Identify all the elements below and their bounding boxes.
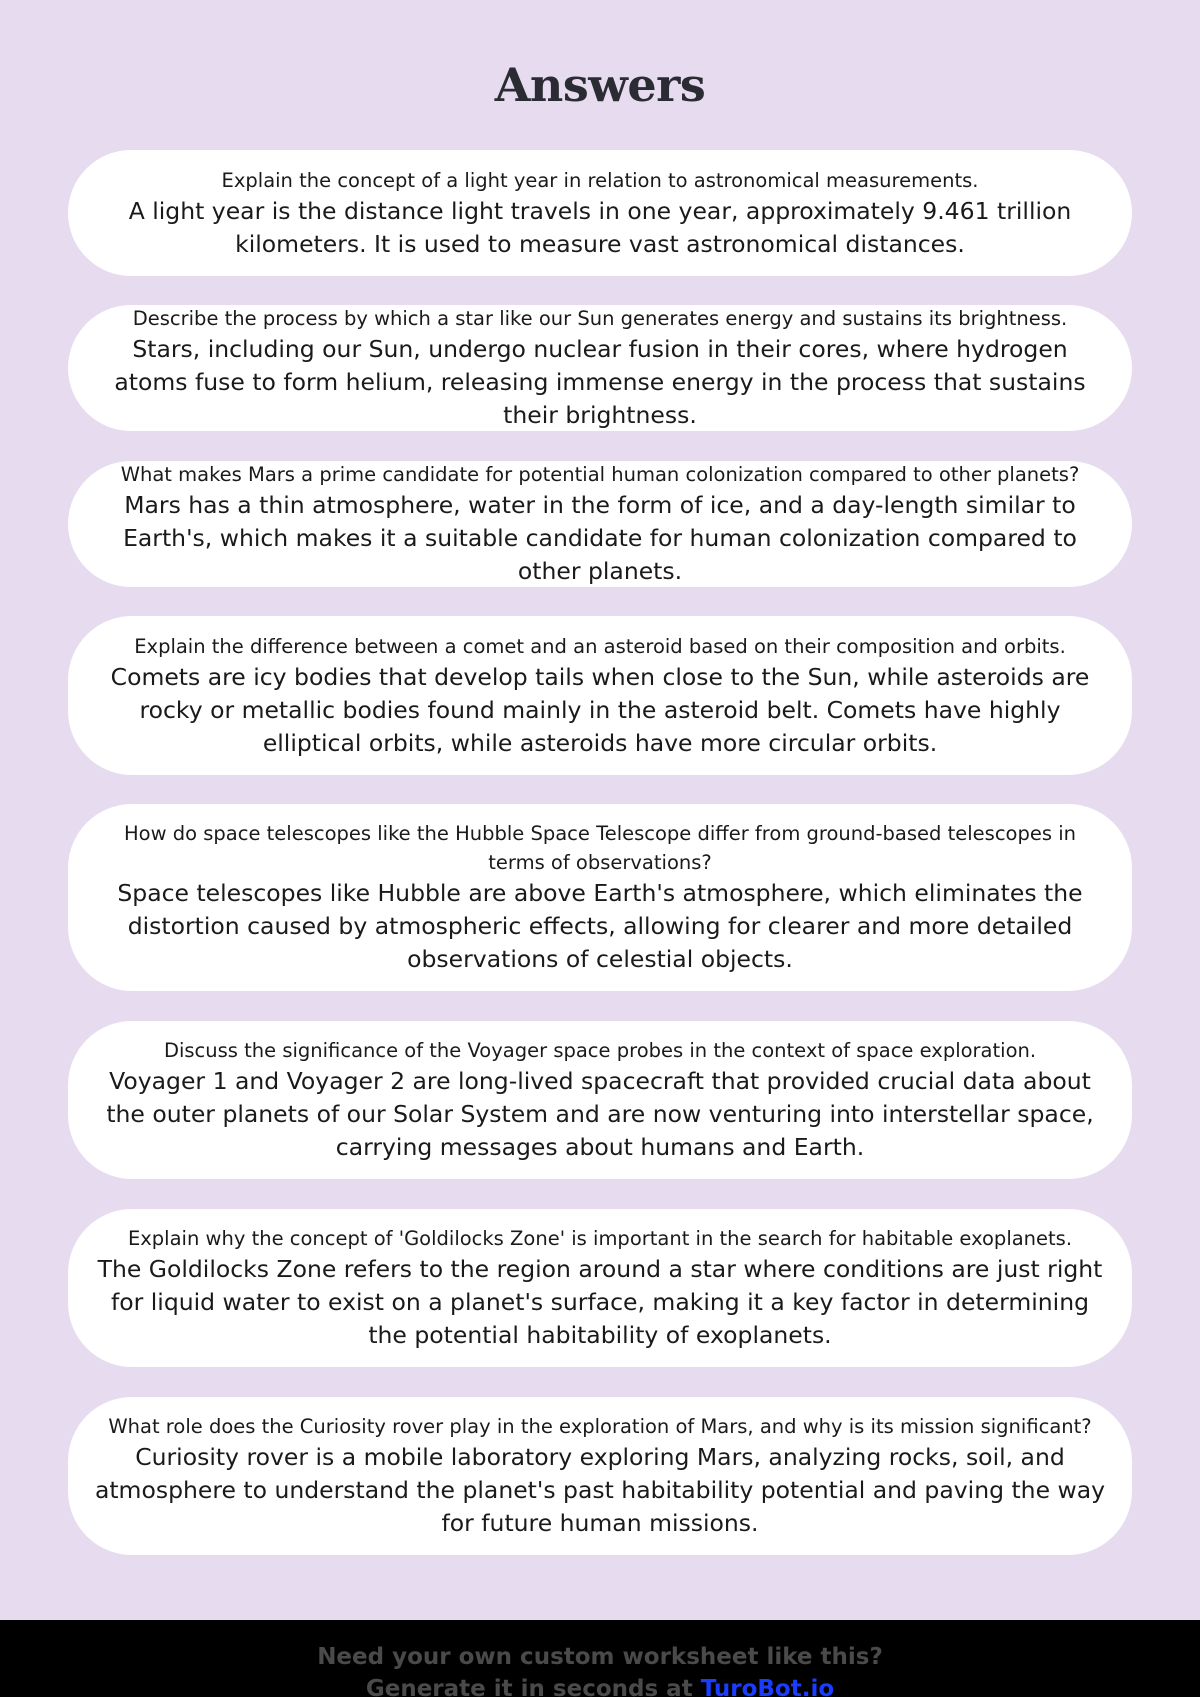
question-text: Explain the concept of a light year in relation to astronomical measurements. — [221, 168, 979, 192]
answer-text: Mars has a thin atmosphere, water in the form of ice, and a day-length similar to Earth's, which makes it a suitable candidate for human colonization compared to other planets. — [123, 491, 1077, 585]
answer-text: Comets are icy bodies that develop tails when close to the Sun, while asteroids are rocky or metallic bodies found mainly in the asteroid belt. Comets have highly elliptical orbits, while asteroids have more circular orbits. — [110, 662, 1090, 757]
question-text: Explain why the concept of 'Goldilocks Zone' is important in the search for habitable exoplanets. — [127, 1227, 1073, 1250]
question-text: How do space telescopes like the Hubble Space Telescope differ from ground-based telescopes in terms of observations? — [124, 822, 1076, 874]
question-text: What role does the Curiosity rover play in the exploration of Mars, and why is its mission significant? — [108, 1415, 1092, 1438]
promo-footer — [0, 1620, 1200, 1697]
footer-line-2 — [0, 1673, 1200, 1697]
answer-card-1 — [68, 150, 1132, 276]
answer-card-2 — [68, 305, 1132, 431]
footer-line-2-prefix: Generate it in seconds at — [365, 1676, 701, 1697]
question-text: Discuss the significance of the Voyager space probes in the context of space exploration. — [163, 1039, 1037, 1062]
answer-card-6 — [68, 1021, 1132, 1179]
answer-card-5 — [68, 804, 1132, 991]
page-title: Answers — [494, 58, 706, 112]
question-text: Describe the process by which a star like our Sun generates energy and sustains its brightness. — [132, 307, 1068, 330]
answer-text: The Goldilocks Zone refers to the region around a star where conditions are just right for liquid water to exist on a planet's surface, making it a key factor in determining the potential habitability of exoplanets. — [97, 1255, 1103, 1349]
answer-text: Stars, including our Sun, undergo nuclear fusion in their cores, where hydrogen atoms fuse to form helium, releasing immense energy in the process that sustains their brightness. — [114, 335, 1086, 429]
footer-line-1: Need your own custom worksheet like this? — [317, 1644, 883, 1670]
answer-card-8 — [68, 1397, 1132, 1555]
answer-text: Curiosity rover is a mobile laboratory exploring Mars, analyzing rocks, soil, and atmosphere to understand the planet's past habitability potential and paving the way for future human missions. — [94, 1443, 1106, 1537]
question-text: Explain the difference between a comet and an asteroid based on their composition and orbits. — [134, 634, 1066, 658]
answer-card-3 — [68, 461, 1132, 587]
answer-text: Space telescopes like Hubble are above Earth's atmosphere, which eliminates the distortion caused by atmospheric effects, allowing for clearer and more detailed observations of celestial objects. — [117, 879, 1083, 973]
answer-text: A light year is the distance light travels in one year, approximately 9.461 trillion kilometers. It is used to measure vast astronomical distances. — [128, 196, 1072, 258]
answer-text: Voyager 1 and Voyager 2 are long-lived spacecraft that provided crucial data about the outer planets of our Solar System and are now venturing into interstellar space, carrying messages about humans and Earth. — [106, 1067, 1094, 1161]
turobot-link[interactable]: TuroBot.io — [700, 1676, 835, 1697]
answer-card-7 — [68, 1209, 1132, 1367]
answer-card-4 — [68, 616, 1132, 775]
question-text: What makes Mars a prime candidate for potential human colonization compared to other planets? — [120, 463, 1080, 486]
